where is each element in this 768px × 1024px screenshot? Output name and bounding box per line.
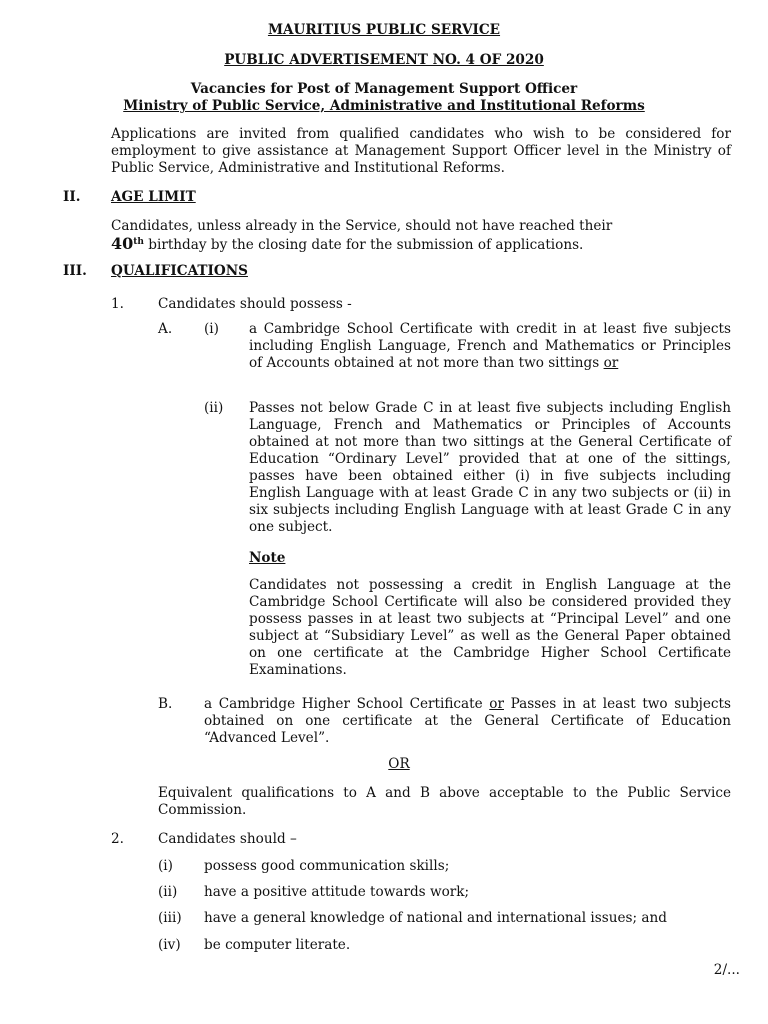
- item-2-text: Candidates should –: [158, 831, 297, 847]
- option-b-text: a Cambridge Higher School Certificate or Passes in at least two subjects obtained on one certificate at the General Certificate of Education “Advanced Level”.: [204, 696, 731, 746]
- option-b-or: or: [489, 696, 504, 712]
- ministry-title: Ministry of Public Service, Administrative and Institutional Reforms: [123, 98, 645, 114]
- header-title: MAURITIUS PUBLIC SERVICE: [267, 22, 501, 38]
- note-text: Candidates not possessing a credit in English Language at the Cambridge School Certificate will also be considered provided they possess passes in at least two subjects at “Principal Level” and one subject at “Subsidiary Level” as well as the General Paper obtained on one certificate at the Cambridge Higher School Certificate Examinations.: [249, 577, 731, 678]
- option-a-i-label: (i): [204, 321, 219, 337]
- option-b-label: B.: [158, 696, 173, 712]
- option-a-label: A.: [158, 321, 173, 337]
- option-a-i-text: a Cambridge School Certificate with credit in at least five subjects including English Language, French and Mathematics or Principles of Accounts obtained at not more than two sittings or: [249, 321, 731, 371]
- item-1-text: Candidates should possess -: [158, 296, 352, 312]
- requirement-text: possess good communication skills;: [204, 858, 450, 874]
- advertisement-number: PUBLIC ADVERTISEMENT NO. 4 OF 2020: [224, 52, 544, 68]
- option-a-ii-text: Passes not below Grade C in at least five subjects including English Language, French and Mathematics or Principles of Accounts obtained at not more than two sittings at the General Certificate of Education “Ordinary Level” provided that at one of the sittings, passes have been obtained either (i) in five subjects including English Language with at least Grade C in any two subjects or (ii) in six subjects including English Language with at least Grade C in any one subject.: [249, 400, 731, 535]
- intro-paragraph: Applications are invited from qualified candidates who wish to be considered for employment to give assistance at Management Support Officer level in the Ministry of Public Service, Administrative and Institutional Reforms.: [111, 126, 731, 176]
- item-1-number: 1.: [111, 296, 124, 312]
- requirement-text: be computer literate.: [204, 937, 351, 953]
- age-limit-text-rest: birthday by the closing date for the submission of applications.: [143, 237, 584, 253]
- section-title-age-limit: AGE LIMIT: [111, 189, 196, 205]
- requirement-label: (i): [158, 858, 173, 874]
- age-limit-text-line2: [111, 234, 731, 254]
- age-value: 40: [111, 234, 134, 253]
- requirement-text: have a general knowledge of national and international issues; and: [204, 910, 667, 926]
- section-title-qualifications: QUALIFICATIONS: [111, 263, 248, 279]
- or-separator: OR: [388, 756, 410, 772]
- requirement-label: (iii): [158, 910, 182, 926]
- item-2-number: 2.: [111, 831, 124, 847]
- section-number-age: II.: [63, 189, 81, 205]
- section-number-qualifications: III.: [63, 263, 87, 279]
- age-limit-text-line1: Candidates, unless already in the Service, should not have reached their: [111, 218, 613, 234]
- equivalent-qualifications: Equivalent qualifications to A and B above acceptable to the Public Service Commission.: [158, 785, 731, 818]
- note-title: Note: [249, 550, 286, 566]
- requirement-label: (ii): [158, 884, 178, 900]
- option-a-ii-label: (ii): [204, 400, 224, 416]
- page-continuation-marker: 2/...: [713, 962, 740, 978]
- vacancy-title: Vacancies for Post of Management Support Officer: [190, 81, 578, 97]
- option-a-i-or: or: [603, 355, 619, 371]
- age-suffix: th: [133, 237, 144, 247]
- requirement-label: (iv): [158, 937, 181, 953]
- requirement-text: have a positive attitude towards work;: [204, 884, 470, 900]
